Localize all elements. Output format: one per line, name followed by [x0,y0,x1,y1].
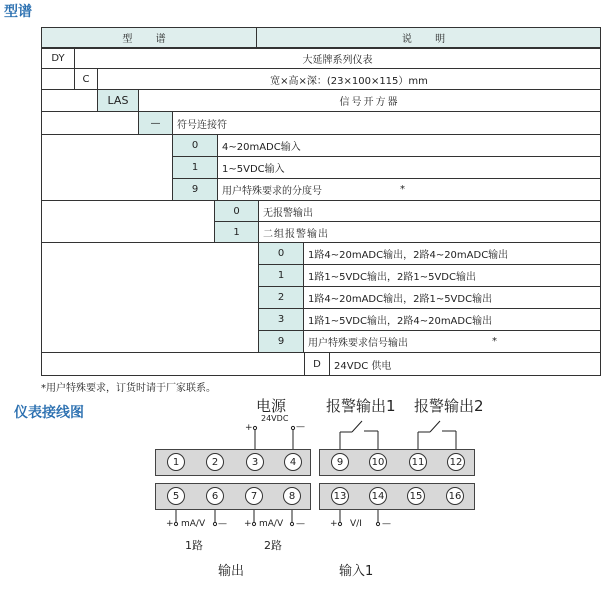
code-alarm-1: 1 [214,221,259,243]
desc-dy: 大延牌系列仪表 [74,48,601,69]
wiring-section-title: 仪表接线图 [14,405,84,421]
ch1-label: 1路 [185,539,203,552]
desc-output-3: 1路1~5VDC输出，2路4~20mADC输出 [303,308,601,331]
terminal-1: 1 [167,453,185,471]
input-minus: — [382,519,391,529]
terminal-14: 14 [369,487,387,505]
input-signal: V/I [350,519,362,529]
code-output-2: 2 [258,286,304,309]
ch1-minus: — [218,519,227,529]
code-output-0: 0 [258,242,304,265]
asterisk-mark: * [492,336,497,347]
input-label: 输入1 [339,564,374,579]
terminal-11: 11 [409,453,427,471]
desc-input-0: 4~20mADC输入 [217,134,601,157]
terminal-7: 7 [245,487,263,505]
desc-output-0: 1路4~20mADC输出，2路4~20mADC输出 [303,242,601,265]
alarm1-label: 报警输出1 [326,397,396,415]
blank-las [41,89,98,112]
code-input-9: 9 [172,178,218,201]
code-output-9: 9 [258,330,304,353]
power-minus: — [296,422,305,432]
desc-output-1: 1路1~5VDC输出，2路1~5VDC输出 [303,264,601,287]
desc-las: 信号开方器 [138,89,601,112]
blank-connector [41,111,139,135]
blank-power [41,352,305,376]
desc-output-2: 1路4~20mADC输出，2路1~5VDC输出 [303,286,601,309]
alarm2-label: 报警输出2 [414,397,484,415]
terminal-3: 3 [246,453,264,471]
terminal-13: 13 [331,487,349,505]
code-las: LAS [97,89,139,112]
ch2-plus: + [244,519,252,529]
header-model: 型 谱 [41,27,257,48]
desc-connector: 符号连接符 [172,111,601,135]
desc-power: 24VDC 供电 [329,352,601,376]
input-plus: + [330,519,338,529]
ch1-plus: + [166,519,174,529]
blank-c [41,68,75,90]
terminal-10: 10 [369,453,387,471]
power-plus: + [245,423,253,433]
desc-input-1: 1~5VDC输入 [217,156,601,179]
asterisk-mark: * [400,184,405,195]
desc-c: 宽×高×深：(23×100×115）mm [97,68,601,90]
code-alarm-0: 0 [214,200,259,222]
blank-output-group [41,242,259,353]
blank-alarm-group [41,200,215,243]
terminal-4: 4 [284,453,302,471]
terminal-9: 9 [331,453,349,471]
desc-alarm-1: 二组报警输出 [258,221,601,243]
terminal-15: 15 [407,487,425,505]
terminal-8: 8 [283,487,301,505]
desc-output-9 [303,330,601,353]
terminal-6: 6 [206,487,224,505]
header-description: 说 明 [256,27,601,48]
desc-input-9-text: 用户特殊要求的分度号 [222,186,322,197]
code-dy: DY [41,48,75,69]
code-c: C [74,68,98,90]
power-voltage: 24VDC [261,414,289,423]
terminal-5: 5 [167,487,185,505]
code-input-0: 0 [172,134,218,157]
code-power: D [304,352,330,376]
desc-input-9 [217,178,601,201]
power-label: 电源 [256,397,287,415]
code-output-1: 1 [258,264,304,287]
desc-alarm-0: 无报警输出 [258,200,601,222]
ch1-signal: mA/V [181,519,206,529]
terminal-16: 16 [446,487,464,505]
code-input-1: 1 [172,156,218,179]
ch2-minus: — [296,519,305,529]
ch2-signal: mA/V [259,519,284,529]
footnote: *用户特殊要求，订货时请于厂家联系。 [41,383,216,394]
blank-input-group [41,134,173,201]
code-output-3: 3 [258,308,304,331]
desc-output-9-text: 用户特殊要求信号输出 [308,338,408,349]
spec-section-title: 型谱 [4,4,32,20]
ch2-label: 2路 [264,539,282,552]
code-connector: — [138,111,173,135]
terminal-12: 12 [447,453,465,471]
output-label: 输出 [218,564,245,579]
terminal-2: 2 [206,453,224,471]
